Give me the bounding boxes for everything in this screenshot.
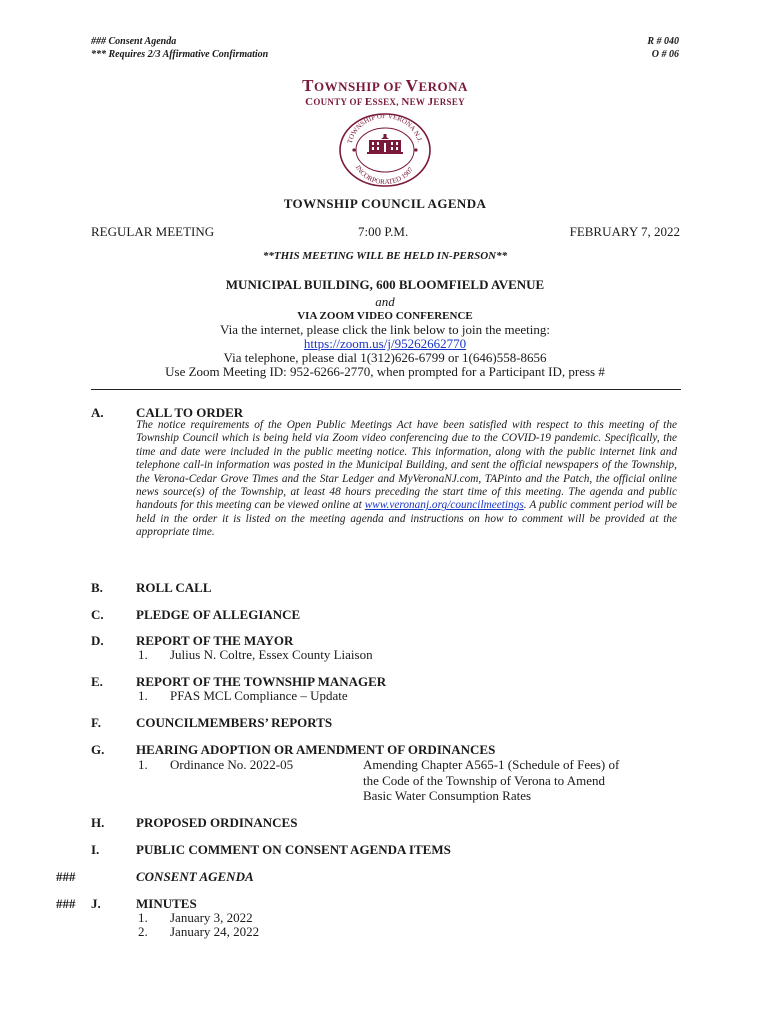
zoom-heading: VIA ZOOM VIDEO CONFERENCE bbox=[297, 310, 473, 322]
divider bbox=[91, 389, 681, 390]
section-j-marker: ### bbox=[56, 896, 76, 911]
section-f-letter: F. bbox=[91, 715, 101, 730]
ordinance-count: O # 06 bbox=[651, 49, 679, 60]
section-b-title: ROLL CALL bbox=[136, 580, 212, 595]
section-d-title: REPORT OF THE MAYOR bbox=[136, 633, 294, 648]
section-e-title: REPORT OF THE TOWNSHIP MANAGER bbox=[136, 674, 387, 689]
consent-note: ### Consent Agenda bbox=[91, 36, 177, 47]
in-person-note: **THIS MEETING WILL BE HELD IN-PERSON** bbox=[262, 250, 508, 262]
meeting-time: 7:00 P.M. bbox=[358, 224, 409, 239]
section-c-title: PLEDGE OF ALLEGIANCE bbox=[136, 607, 301, 622]
section-i-letter: I. bbox=[91, 842, 100, 857]
resolution-count: R # 040 bbox=[647, 36, 679, 47]
seal-dot-left-icon bbox=[352, 148, 355, 151]
section-i-title: PUBLIC COMMENT ON CONSENT AGENDA ITEMS bbox=[136, 842, 451, 857]
section-e-item-num: 1. bbox=[138, 688, 148, 703]
section-b-letter: B. bbox=[91, 580, 103, 595]
ordinance-number: Ordinance No. 2022-05 bbox=[170, 757, 294, 772]
agenda-title: TOWNSHIP COUNCIL AGENDA bbox=[283, 196, 487, 211]
section-g-item-num: 1. bbox=[138, 757, 148, 772]
council-meetings-link[interactable]: www.veronanj.org/councilmeetings bbox=[364, 499, 524, 512]
section-a-letter: A. bbox=[91, 405, 104, 420]
minutes-item-text: January 3, 2022 bbox=[170, 910, 253, 925]
section-h-title: PROPOSED ORDINANCES bbox=[136, 815, 298, 830]
seal-bottom-text: INCORPORATED 1907 bbox=[353, 164, 415, 187]
and-text: and bbox=[375, 294, 395, 309]
section-j-title: MINUTES bbox=[136, 896, 197, 911]
internet-instructions: Via the internet, please click the link below to join the meeting: bbox=[220, 322, 550, 337]
consent-marker: ### bbox=[56, 869, 76, 884]
section-d-item-num: 1. bbox=[138, 647, 148, 662]
meeting-type: REGULAR MEETING bbox=[91, 224, 215, 239]
seal-top-text: TOWNSHIP OF VERONA N.J. bbox=[345, 112, 424, 145]
section-e-letter: E. bbox=[91, 674, 103, 689]
section-f-title: COUNCILMEMBERS’ REPORTS bbox=[136, 715, 333, 730]
consent-agenda-title: CONSENT AGENDA bbox=[136, 869, 254, 884]
header-right bbox=[647, 35, 679, 61]
seal-dot-right-icon bbox=[414, 148, 417, 151]
ordinance-description: Amending Chapter A565-1 (Schedule of Fees) of the Code of the Township of Verona to Amend Basic Water Consumption Rates bbox=[363, 757, 620, 803]
section-j-letter: J. bbox=[91, 896, 101, 911]
section-h-letter: H. bbox=[91, 815, 105, 830]
zoom-link[interactable]: https://zoom.us/j/95262662770 bbox=[303, 336, 467, 351]
phone-instructions: Via telephone, please dial 1(312)626-6799 or 1(646)558-8656 bbox=[223, 350, 547, 365]
building-icon bbox=[367, 134, 403, 154]
meeting-location: MUNICIPAL BUILDING, 600 BLOOMFIELD AVENUE bbox=[225, 277, 545, 292]
minutes-item-text: January 24, 2022 bbox=[170, 924, 260, 939]
section-a-title: CALL TO ORDER bbox=[136, 405, 244, 420]
section-e-item-text: PFAS MCL Compliance – Update bbox=[170, 688, 348, 703]
township-seal bbox=[337, 112, 433, 188]
affirmative-note: *** Requires 2/3 Affirmative Confirmation bbox=[91, 49, 269, 60]
section-d-letter: D. bbox=[91, 633, 104, 648]
township-title: TOWNSHIP OF VERONA bbox=[302, 76, 468, 95]
meeting-id-line: Use Zoom Meeting ID: 952-6266-2770, when prompted for a Participant ID, press # bbox=[165, 364, 605, 379]
meeting-date: FEBRUARY 7, 2022 bbox=[569, 224, 680, 239]
section-d-item-text: Julius N. Coltre, Essex County Liaison bbox=[170, 647, 373, 662]
section-g-letter: G. bbox=[91, 742, 105, 757]
section-c-letter: C. bbox=[91, 607, 104, 622]
header-left bbox=[91, 35, 268, 61]
minutes-item-num: 2. bbox=[138, 924, 148, 939]
call-to-order-paragraph: The notice requirements of the Open Public Meetings Act have been satisfied with respect to this meeting of the Township Council which is being held via Zoom video conferencing due to the COVID-19 pandemic. Specifically, the time and date were included in the public meeting notice. This information, along with the public internet link and telephone call-in information was posted in the Municipal Building, and sent the official newspapers of the Township, the Verona-Cedar Grove Times and the Star Ledger and MyVeronaNJ.com, TAPinto and the Patch, the official online news source(s) of the Township, at least 48 hours preceding the start time of this meeting. The agenda and public handouts for this meeting can be viewed online at www.veronanj.org/councilmeetings. A public comment period will be held in the order it is listed on the meeting agenda and instructions on how to comment will be provided at the appropriate time. bbox=[136, 419, 677, 539]
section-g-title: HEARING ADOPTION OR AMENDMENT OF ORDINANCES bbox=[136, 742, 496, 757]
minutes-item-num: 1. bbox=[138, 910, 148, 925]
county-subtitle: COUNTY OF ESSEX, NEW JERSEY bbox=[305, 96, 465, 108]
